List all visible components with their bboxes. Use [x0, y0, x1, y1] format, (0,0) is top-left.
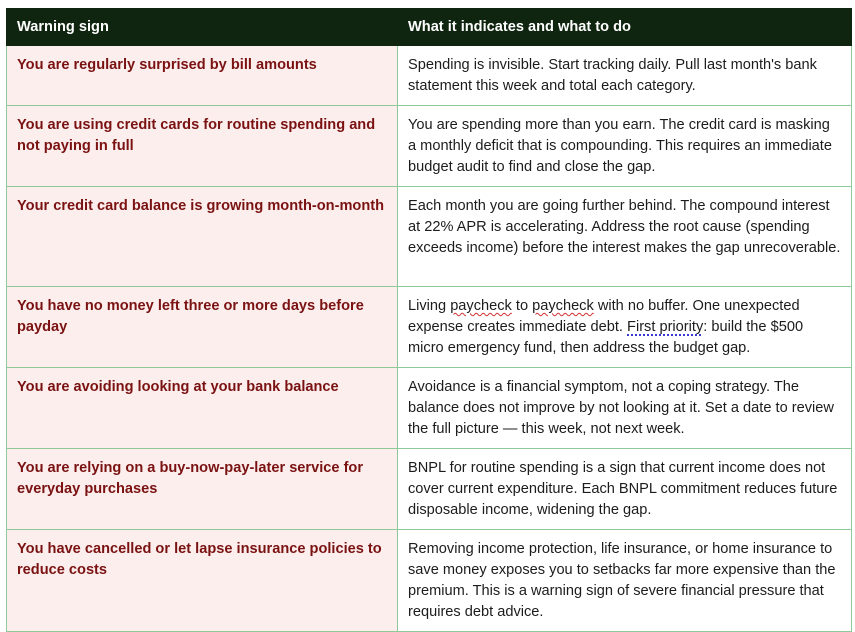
table-row [7, 368, 852, 449]
spellcheck-word: paycheck [532, 298, 594, 314]
table-row [7, 287, 852, 368]
table-row [7, 449, 852, 530]
indication-cell: You are spending more than you earn. The credit card is masking a monthly deficit that is compounding. This requires an immediate budget audit to find and close the gap. [398, 106, 852, 187]
table-row [7, 530, 852, 632]
indication-text: with no buffer. One unexpected expense creates immediate debt. [408, 298, 800, 335]
grammar-check-phrase: First priority [627, 319, 704, 335]
warning-signs-table [6, 8, 852, 632]
indication-text: to [511, 298, 533, 314]
table-row [7, 106, 852, 187]
indication-text: Living [408, 298, 451, 314]
indication-cell: Spending is invisible. Start tracking daily. Pull last month's bank statement this week and total each category. [398, 46, 852, 106]
warning-sign-cell: You are using credit cards for routine spending and not paying in full [7, 106, 398, 187]
header-indication: What it indicates and what to do [398, 9, 852, 46]
warning-sign-cell: You have no money left three or more days before payday [7, 287, 398, 368]
warning-sign-cell: You are avoiding looking at your bank balance [7, 368, 398, 449]
indication-cell: BNPL for routine spending is a sign that current income does not cover current expenditure. Each BNPL commitment reduces future disposable income, widening the gap. [398, 449, 852, 530]
table-row [7, 187, 852, 287]
header-warning-sign: Warning sign [7, 9, 398, 46]
spellcheck-word: paycheck [450, 298, 512, 314]
indication-text: : build the $500 micro emergency fund, then address the budget gap. [408, 319, 804, 356]
warning-sign-cell: You are regularly surprised by bill amounts [7, 46, 398, 106]
warning-sign-cell: You have cancelled or let lapse insurance policies to reduce costs [7, 530, 398, 632]
indication-cell: Removing income protection, life insurance, or home insurance to save money exposes you to setbacks far more expensive than the premium. This is a warning sign of severe financial pressure that requires debt advice. [398, 530, 852, 632]
warning-sign-cell: Your credit card balance is growing month-on-month [7, 187, 398, 287]
indication-cell: Avoidance is a financial symptom, not a coping strategy. The balance does not improve by not looking at it. Set a date to review the full picture — this week, not next week. [398, 368, 852, 449]
indication-cell [398, 287, 852, 368]
warning-sign-cell: You are relying on a buy-now-pay-later service for everyday purchases [7, 449, 398, 530]
table-header-row [7, 9, 852, 46]
indication-cell: Each month you are going further behind. The compound interest at 22% APR is accelerating. Address the root cause (spending exceeds income) before the interest makes the gap unrecoverable. [398, 187, 852, 287]
table-row [7, 46, 852, 106]
